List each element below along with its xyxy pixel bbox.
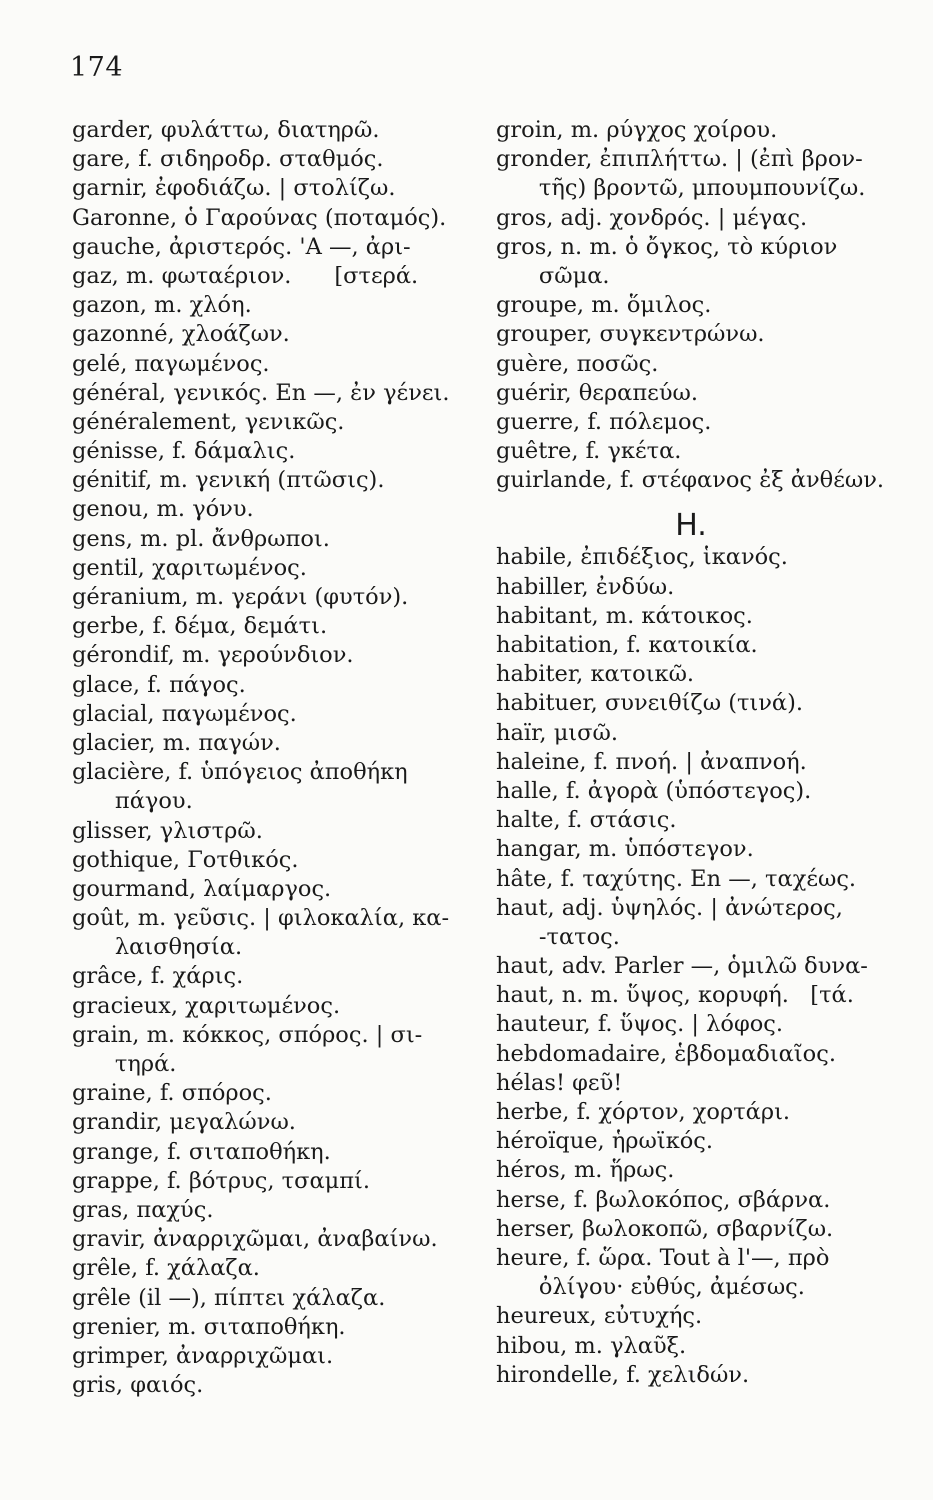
left-column — [72, 116, 482, 1400]
dictionary-entry: groupe, m. ὅμιλος. — [496, 292, 712, 319]
dictionary-entry: gérondif, m. γερούνδιον. — [72, 642, 354, 669]
dictionary-entry: hirondelle, f. χελιδών. — [496, 1361, 750, 1388]
dictionary-entry: grêle (il —), πίπτει χάλαζα. — [72, 1284, 386, 1311]
dictionary-entry: habitation, f. κατοικία. — [496, 632, 758, 658]
dictionary-entry: grain, m. κόκκος, σπόρος. | σι- — [72, 1021, 423, 1048]
dictionary-entry: goût, m. γεῦσις. | φιλοκαλία, κα- — [72, 905, 450, 932]
dictionary-entry: guérir, θεραπεύω. — [496, 379, 698, 406]
dictionary-entry: gazon, m. χλόη. — [72, 292, 252, 319]
dictionary-entry: gerbe, f. δέμα, δεμάτι. — [72, 613, 328, 640]
dictionary-entry: herser, βωλοκοπῶ, σβαρνίζω. — [496, 1215, 834, 1242]
dictionary-entry: grange, f. σιταποθήκη. — [72, 1138, 331, 1165]
dictionary-entry: gens, m. pl. ἄνθρωποι. — [72, 525, 330, 552]
dictionary-entry: heure, f. ὥρα. Tout à l'—, πρὸ — [496, 1244, 830, 1271]
dictionary-entry: haleine, f. πνοή. | ἀναπνοή. — [496, 748, 807, 775]
dictionary-entry: gris, φαιός. — [72, 1372, 204, 1399]
entries-g — [496, 116, 906, 495]
dictionary-entry: λαισθησία. — [72, 934, 243, 961]
dictionary-entry: herse, f. βωλοκόπος, σβάρνα. — [496, 1186, 831, 1213]
dictionary-entry: glacier, m. παγών. — [72, 729, 281, 756]
dictionary-entry: genou, m. γόνυ. — [72, 496, 254, 523]
dictionary-entry: grandir, μεγαλώνω. — [72, 1109, 296, 1136]
dictionary-entry: grêle, f. χάλαζα. — [72, 1255, 260, 1282]
dictionary-entry: hibou, m. γλαῦξ. — [496, 1332, 687, 1359]
dictionary-entry: Garonne, ὁ Γαρούνας (ποταμός). — [72, 204, 447, 231]
dictionary-entry: gros, adj. χονδρός. | μέγας. — [496, 204, 808, 231]
dictionary-entry: glisser, γλιστρῶ. — [72, 817, 263, 844]
dictionary-entry: habile, ἐπιδέξιος, ἱκανός. — [496, 544, 788, 571]
dictionary-entry: gauche, ἀριστερός. 'A —, ἀρι- — [72, 233, 411, 260]
dictionary-entry: glacial, παγωμένος. — [72, 700, 297, 727]
dictionary-entry: τῆς) βροντῶ, μπουμπουνίζω. — [496, 175, 866, 202]
dictionary-entry: généralement, γενικῶς. — [72, 408, 345, 435]
dictionary-entry: halle, f. ἀγορὰ (ὑπόστεγος). — [496, 777, 812, 804]
dictionary-entry: habiller, ἐνδύω. — [496, 573, 675, 600]
dictionary-entry: haïr, μισῶ. — [496, 719, 618, 746]
dictionary-entry: guêtre, f. γκέτα. — [496, 438, 682, 465]
dictionary-entry: gravir, ἀναρριχῶμαι, ἀναβαίνω. — [72, 1226, 438, 1253]
right-column — [496, 116, 906, 1390]
dictionary-entry: habiter, κατοικῶ. — [496, 661, 695, 688]
dictionary-entry: génitif, m. γενική (πτῶσις). — [72, 467, 385, 494]
dictionary-entry: graine, f. σπόρος. — [72, 1080, 272, 1107]
dictionary-entry: gazonné, χλοάζων. — [72, 321, 290, 348]
dictionary-entry: géranium, m. γεράνι (φυτόν). — [72, 584, 409, 610]
dictionary-entry: guirlande, f. στέφανος ἐξ ἀνθέων. — [496, 467, 885, 494]
page-number: 174 — [70, 52, 124, 83]
dictionary-entry: haut, adv. Parler —, ὁμιλῶ δυνα- — [496, 953, 868, 980]
dictionary-entry: hebdomadaire, ἑβδομαδιαῖος. — [496, 1040, 836, 1067]
dictionary-entry: garnir, ἐφοδιάζω. | στολίζω. — [72, 175, 396, 202]
dictionary-entry: gourmand, λαίμαργος. — [72, 875, 332, 902]
dictionary-entry: gothique, Γοτθικός. — [72, 846, 299, 873]
dictionary-entry: grimper, ἀναρριχῶμαι. — [72, 1342, 334, 1369]
dictionary-entry: guère, ποσῶς. — [496, 350, 659, 377]
dictionary-entry: gras, παχύς. — [72, 1196, 214, 1223]
dictionary-entry: glacière, f. ὑπόγειος ἀποθήκη — [72, 759, 408, 786]
entries-h — [496, 543, 906, 1389]
dictionary-entry: τηρά. — [72, 1051, 177, 1077]
dictionary-entry: hâte, f. ταχύτης. En —, ταχέως. — [496, 865, 857, 892]
dictionary-entry: grenier, m. σιταποθήκη. — [72, 1313, 346, 1340]
dictionary-entry: habitant, m. κάτοικος. — [496, 602, 753, 629]
dictionary-entry: -τατος. — [496, 923, 620, 950]
dictionary-entry: haut, n. m. ὕψος, κορυφή. [τά. — [496, 982, 854, 1009]
dictionary-entry: génisse, f. δάμαλις. — [72, 438, 296, 465]
dictionary-entry: héroïque, ἡρωϊκός. — [496, 1128, 714, 1155]
dictionary-entry: herbe, f. χόρτον, χορτάρι. — [496, 1099, 791, 1125]
dictionary-entry: gelé, παγωμένος. — [72, 350, 270, 377]
dictionary-entry: gronder, ἐπιπλήττω. | (ἐπὶ βρον- — [496, 146, 863, 173]
dictionary-entry: gros, n. m. ὁ ὄγκος, τὸ κύριον — [496, 233, 838, 260]
dictionary-entry: gentil, χαριτωμένος. — [72, 554, 307, 581]
dictionary-entry: gracieux, χαριτωμένος. — [72, 992, 341, 1019]
dictionary-entry: grâce, f. χάρις. — [72, 963, 244, 990]
dictionary-entry: héros, m. ἥρως. — [496, 1157, 675, 1184]
dictionary-entry: πάγου. — [72, 788, 193, 815]
dictionary-entry: gaz, m. φωταέριον. [στερά. — [72, 262, 419, 289]
dictionary-entry: halte, f. στάσις. — [496, 807, 677, 834]
dictionary-entry: habituer, συνειθίζω (τινά). — [496, 690, 804, 717]
dictionary-entry: grappe, f. βότρυς, τσαμπί. — [72, 1167, 371, 1194]
dictionary-entry: hangar, m. ὑπόστεγον. — [496, 836, 754, 863]
dictionary-entry: hélas! φεῦ! — [496, 1069, 623, 1096]
dictionary-entry: heureux, εὐτυχής. — [496, 1303, 703, 1330]
section-letter-h: H. — [675, 508, 707, 544]
dictionary-entry: hauteur, f. ὕψος. | λόφος. — [496, 1011, 784, 1038]
dictionary-entry: groin, m. ρύγχος χοίρου. — [496, 117, 778, 143]
dictionary-entry: guerre, f. πόλεμος. — [496, 408, 712, 435]
dictionary-entry: général, γενικός. En —, ἐν γένει. — [72, 379, 450, 406]
dictionary-entry: garder, φυλάττω, διατηρῶ. — [72, 117, 380, 143]
dictionary-entry: grouper, συγκεντρώνω. — [496, 321, 765, 348]
dictionary-entry: σῶμα. — [496, 262, 610, 289]
dictionary-entry: haut, adj. ὑψηλός. | ἀνώτερος, — [496, 894, 843, 921]
dictionary-entry: gare, f. σιδηροδρ. σταθμός. — [72, 146, 384, 173]
dictionary-entry: ὀλίγου· εὐθύς, ἀμέσως. — [496, 1274, 805, 1301]
dictionary-entry: glace, f. πάγος. — [72, 671, 246, 698]
